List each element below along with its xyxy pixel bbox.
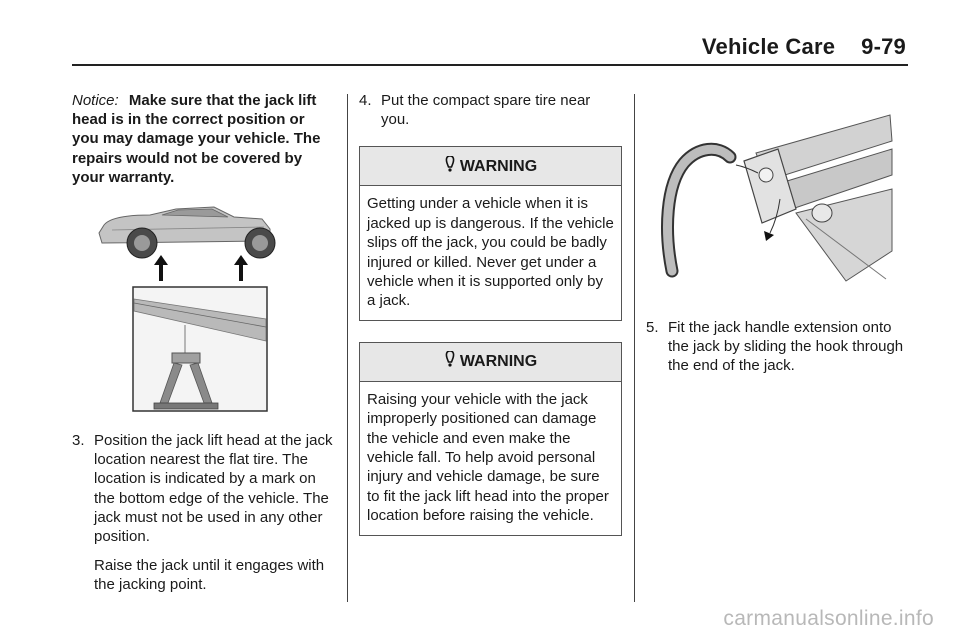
step-number: 3. bbox=[72, 432, 85, 450]
watermark: carmanualsonline.info bbox=[723, 607, 934, 630]
notice-text: Make sure that the jack lift head is in the correct position or you may damage your vehicle. The repairs would not be covered by your warranty. bbox=[72, 92, 321, 186]
warning-text: Getting under a vehicle when it is jacked up is dangerous. If the vehicle slips off the jack, you could be badly injured or killed. Never get under a vehicle when it is supported only by a jack. bbox=[367, 195, 614, 310]
notice-paragraph bbox=[72, 91, 334, 187]
warning-icon bbox=[444, 156, 456, 177]
step-number: 5. bbox=[646, 319, 659, 336]
jack-handle-illustration bbox=[646, 101, 908, 301]
page-number: 9-79 bbox=[861, 34, 906, 59]
step-number: 4. bbox=[359, 92, 372, 109]
header-rule bbox=[72, 64, 908, 66]
column-2 bbox=[359, 91, 622, 536]
warning-header bbox=[360, 343, 621, 382]
jack-handle-figure bbox=[646, 101, 908, 301]
warning-box bbox=[359, 146, 622, 320]
car-jack-illustration bbox=[72, 203, 334, 417]
page-header bbox=[702, 34, 906, 60]
column-1 bbox=[72, 91, 334, 595]
step-text: Put the compact spare tire near you. bbox=[381, 92, 591, 129]
warning-box bbox=[359, 342, 622, 536]
step-text: Fit the jack handle extension onto the jack by sliding the hook through the end of the jack. bbox=[668, 319, 904, 375]
warning-title: WARNING bbox=[459, 353, 538, 371]
jacking-point-figure bbox=[72, 203, 334, 417]
column-3 bbox=[646, 91, 908, 376]
column-divider bbox=[347, 94, 348, 602]
step-3-continuation: Raise the jack until it engages with the jacking point. bbox=[94, 557, 325, 594]
step-4 bbox=[359, 91, 622, 129]
column-divider bbox=[634, 94, 635, 602]
step-3 bbox=[72, 431, 334, 546]
section-title: Vehicle Care bbox=[701, 34, 836, 59]
step-text: Position the jack lift head at the jack location nearest the flat tire. The location is indicated by a mark on the bottom edge of the vehicle. The jack must not be used in any other position. bbox=[94, 432, 333, 546]
step-5 bbox=[646, 318, 908, 376]
warning-text: Raising your vehicle with the jack improperly positioned can damage the vehicle and even make the vehicle fall. To help avoid personal injury and vehicle damage, be sure to fit the jack lift head into the proper location before raising the vehicle. bbox=[367, 390, 609, 525]
warning-title: WARNING bbox=[459, 157, 538, 175]
warning-icon bbox=[444, 351, 456, 372]
warning-header bbox=[360, 147, 621, 186]
notice-label: Notice: bbox=[72, 92, 119, 109]
